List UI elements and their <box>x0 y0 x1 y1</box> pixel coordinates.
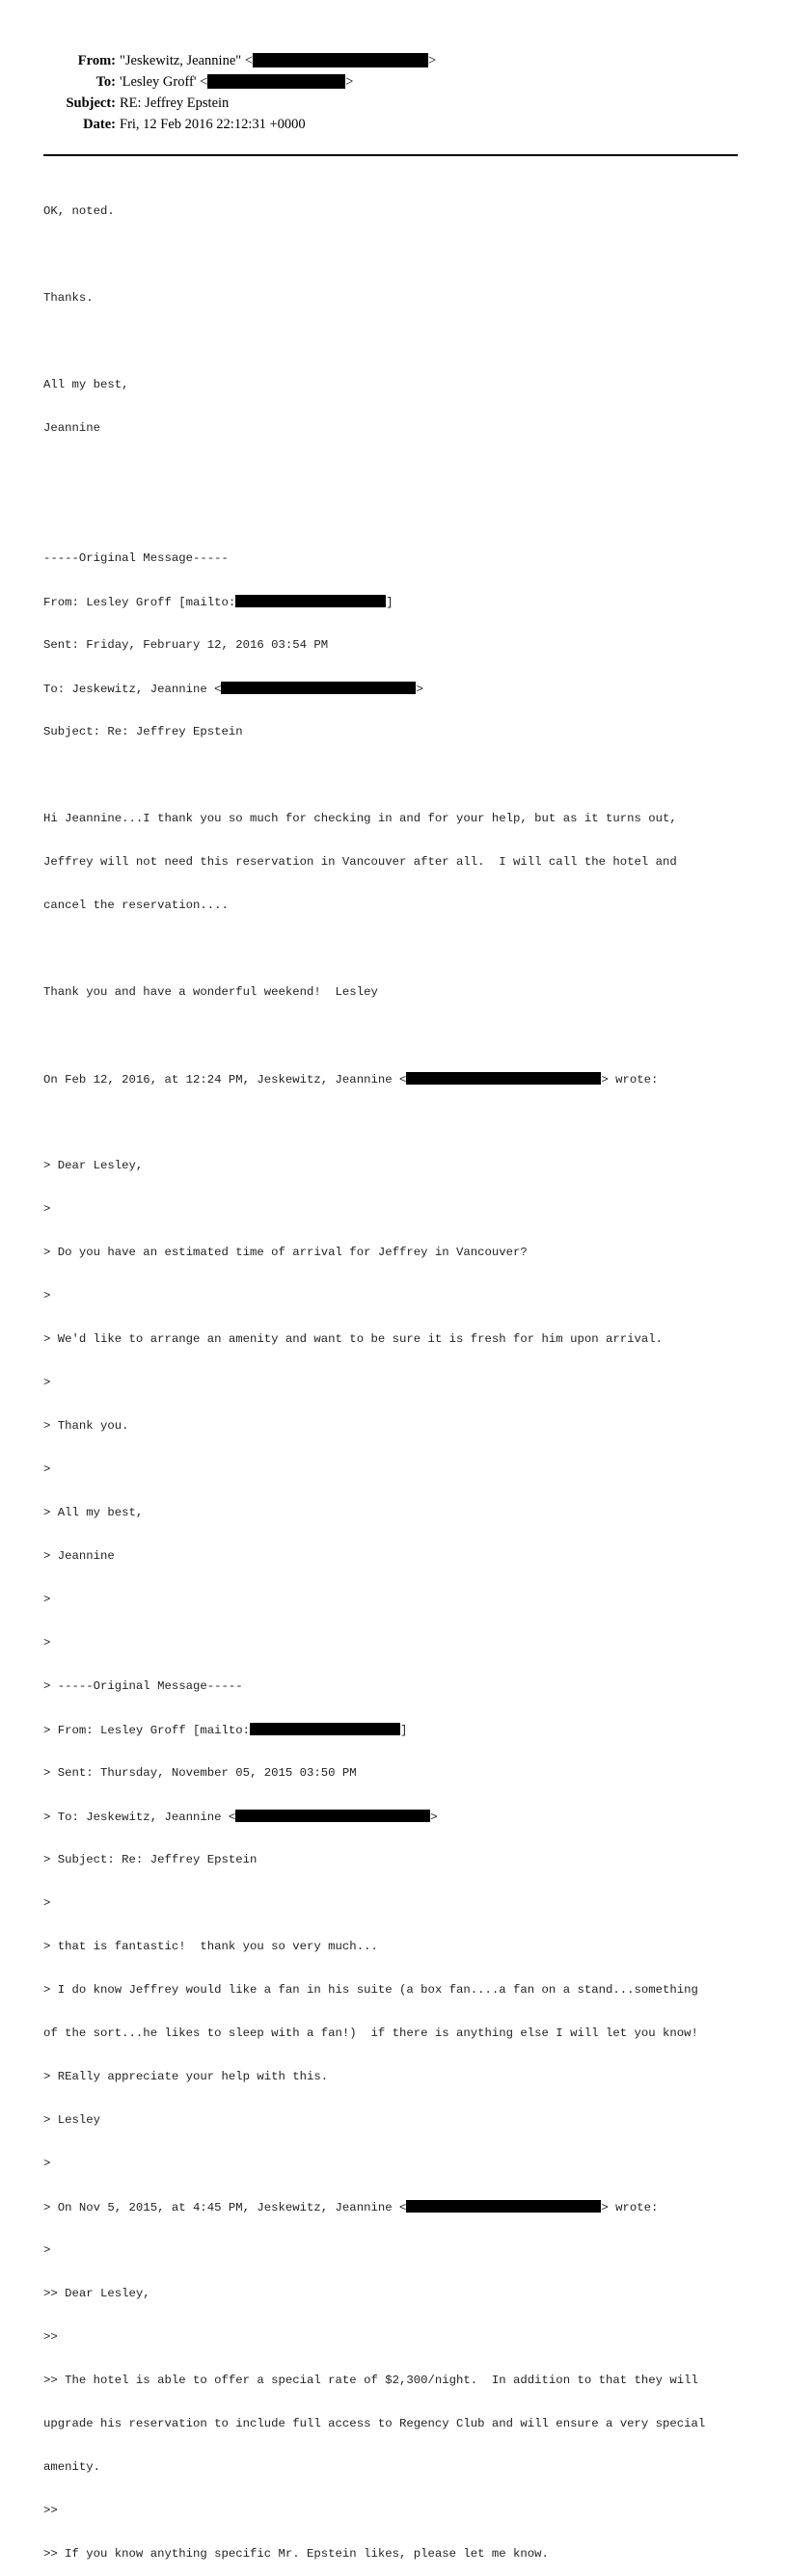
redaction-bar <box>235 595 386 607</box>
to-value: 'Lesley Groff' < > <box>120 74 354 90</box>
body-line: >> If you know anything specific Mr. Epstein likes, please let me know. <box>43 2547 549 2561</box>
body-line: Jeannine <box>43 421 101 435</box>
body-line: >> Dear Lesley, <box>43 2287 150 2300</box>
redaction-bar <box>250 1723 400 1735</box>
body-line: Thank you and have a wonderful weekend! Lesley <box>43 985 378 999</box>
body-line: > From: Lesley Groff [mailto: ] <box>43 1724 408 1737</box>
from-value: "Jeskewitz, Jeannine" < > <box>120 53 437 68</box>
redaction-bar <box>253 53 428 67</box>
body-line: > that is fantastic! thank you so very much... <box>43 1940 378 1953</box>
body-line <box>43 1115 757 1130</box>
body-line: Thanks. <box>43 291 94 305</box>
body-line: All my best, <box>43 378 129 391</box>
body-line <box>43 1029 757 1043</box>
body-line: of the sort...he likes to sleep with a fan!) if there is anything else I will let you know! <box>43 2026 698 2040</box>
body-line <box>43 335 757 349</box>
body-line: >> The hotel is able to offer a special rate of $2,300/night. In addition to that they will <box>43 2374 698 2387</box>
body-line <box>43 248 757 262</box>
redaction-bar <box>235 1810 430 1822</box>
body-line: > <box>43 1462 51 1476</box>
redaction-bar <box>406 1072 601 1085</box>
body-line: Subject: Re: Jeffrey Epstein <box>43 725 243 738</box>
body-line <box>43 465 757 479</box>
date-value: Fri, 12 Feb 2016 22:12:31 +0000 <box>120 117 306 132</box>
body-line: > All my best, <box>43 1506 144 1519</box>
body-line: OK, noted. <box>43 204 115 218</box>
body-line: On Feb 12, 2016, at 12:24 PM, Jeskewitz, Jeannine < > wrote: <box>43 1073 659 1087</box>
header-divider <box>43 154 738 156</box>
redaction-bar <box>406 2200 601 2213</box>
redaction-bar <box>207 74 345 89</box>
body-line: >> <box>43 2504 58 2517</box>
body-line: > Lesley <box>43 2113 101 2127</box>
body-line: > I do know Jeffrey would like a fan in his suite (a box fan....a fan on a stand...something <box>43 1983 698 1997</box>
body-line: > On Nov 5, 2015, at 4:45 PM, Jeskewitz, Jeannine < > wrote: <box>43 2201 659 2214</box>
body-line: > <box>43 2157 51 2170</box>
body-line: > <box>43 1202 51 1216</box>
body-line: > Subject: Re: Jeffrey Epstein <box>43 1853 258 1866</box>
body-line: >> <box>43 2330 58 2344</box>
body-line: upgrade his reservation to include full access to Regency Club and will ensure a very special <box>43 2417 706 2430</box>
body-line: > Thank you. <box>43 1419 129 1433</box>
body-line: > We'd like to arrange an amenity and want to be sure it is fresh for him upon arrival. <box>43 1332 664 1346</box>
body-line: > REally appreciate your help with this. <box>43 2070 329 2083</box>
body-line: > Jeannine <box>43 1549 115 1563</box>
body-line: cancel the reservation.... <box>43 899 229 912</box>
body-line <box>43 942 757 956</box>
from-label: From: <box>77 53 116 68</box>
body-line: > <box>43 2243 51 2257</box>
body-line: > <box>43 1289 51 1302</box>
body-line: Jeffrey will not need this reservation in Vancouver after all. I will call the hotel and <box>43 855 677 869</box>
body-line: -----Original Message----- <box>43 551 229 565</box>
redaction-bar <box>221 682 416 694</box>
body-line: > Do you have an estimated time of arrival for Jeffrey in Vancouver? <box>43 1246 528 1259</box>
subject-value: RE: Jeffrey Epstein <box>120 95 230 111</box>
body-line: To: Jeskewitz, Jeannine < > <box>43 683 423 696</box>
to-label: To: <box>95 74 116 90</box>
body-line: > Dear Lesley, <box>43 1159 144 1172</box>
body-line: Hi Jeannine...I thank you so much for checking in and for your help, but as it turns out, <box>43 812 677 825</box>
email-body <box>43 175 757 2576</box>
body-line <box>43 508 757 523</box>
date-label: Date: <box>83 117 116 132</box>
body-line: > To: Jeskewitz, Jeannine < > <box>43 1811 438 1824</box>
body-line: Sent: Friday, February 12, 2016 03:54 PM <box>43 638 329 652</box>
body-line: > <box>43 1636 51 1650</box>
subject-label: Subject: <box>66 95 116 111</box>
body-line: > <box>43 1896 51 1910</box>
body-line: amenity. <box>43 2460 101 2474</box>
body-line: > -----Original Message----- <box>43 1679 243 1693</box>
body-line: > <box>43 1593 51 1606</box>
body-line: From: Lesley Groff [mailto: ] <box>43 596 394 609</box>
body-line <box>43 768 757 783</box>
body-line: > <box>43 1376 51 1389</box>
body-line: > Sent: Thursday, November 05, 2015 03:50 PM <box>43 1766 357 1780</box>
